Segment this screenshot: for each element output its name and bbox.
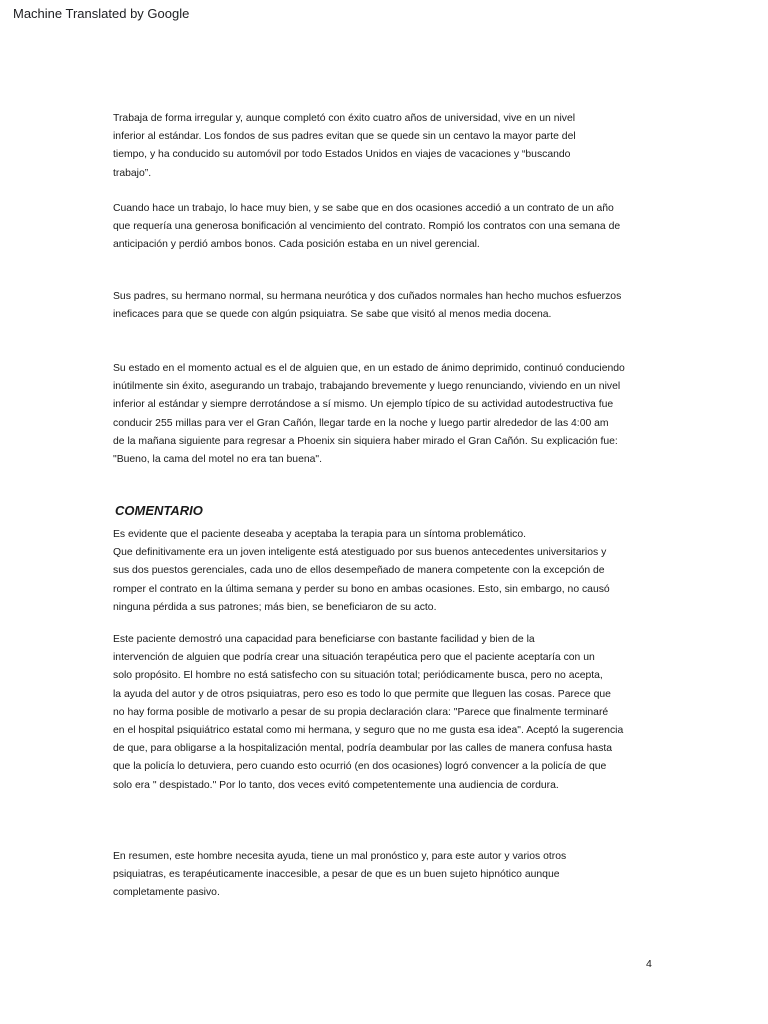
text-line: Su estado en el momento actual es el de alguien que, en un estado de ánimo deprimido, continuó conduciendo: [113, 363, 625, 374]
text-line: trabajo”.: [113, 167, 152, 179]
text-line: sus dos puestos gerenciales, cada uno de ellos desempeñado de manera competente con la excepción de: [113, 565, 605, 577]
text-line: Es evidente que el paciente deseaba y aceptaba la terapia para un síntoma problemático.: [113, 529, 527, 540]
text-line: de la mañana siguiente para regresar a Phoenix sin siquiera haber mirado el Gran Cañón. Su explicación fue:: [113, 435, 618, 447]
paragraph-irregular-work: [113, 110, 576, 183]
text-line: completamente pasivo.: [113, 887, 220, 899]
text-line: conducir 255 millas para ver el Gran Cañón, llegar tarde en la noche y luego partir alrededor de las 4:00 am: [113, 417, 609, 429]
text-line: en el hospital psiquiátrico estatal como mi hermana, y seguro que no me gusta esa idea". Aceptó la sugerencia: [113, 725, 624, 737]
text-line: Trabaja de forma irregular y, aunque completó con éxito cuatro años de universidad, vive en un nivel: [113, 113, 576, 124]
text-line: la ayuda del autor y de otros psiquiatras, pero eso es todo lo que permite que lleguen las cosas. Parece que: [113, 688, 611, 700]
text-line: Este paciente demostró una capacidad para beneficiarse con bastante facilidad y bien de la: [113, 634, 535, 645]
text-line: "Bueno, la cama del motel no era tan buena".: [113, 454, 322, 466]
text-line: solo era " despistado." Por lo tanto, dos veces evitó competentemente una audiencia de cordura.: [113, 779, 559, 791]
text-line: ineficaces para que se quede con algún psiquiatra. Se sabe que visitó al menos media docena.: [113, 309, 552, 321]
text-line: inútilmente sin éxito, asegurando un trabajo, trabajando brevemente y luego renunciando, viviendo en un nivel: [113, 381, 621, 393]
text-line: que la policía lo detuviera, pero cuando esto ocurrió (en dos ocasiones) logró convencer a la policía de que: [113, 761, 607, 773]
text-line: de que, para obligarse a la hospitalización mental, podría deambular por las calles de manera confusa hasta: [113, 743, 613, 755]
text-line: romper el contrato en la última semana y perder su bono en ambas ocasiones. Esto, sin embargo, no causó: [113, 583, 610, 595]
paragraph-comment-capacity: [113, 631, 623, 795]
text-line: ninguna pérdida a sus patrones; más bien, se beneficiaron de su acto.: [113, 601, 437, 613]
text-line: solo propósito. El hombre no está satisfecho con su situación total; periódicamente busca, pero no acepta,: [113, 670, 603, 682]
text-line: no hay forma posible de motivarlo a pesar de su propia declaración clara: "Parece que finalmente terminaré: [113, 706, 609, 718]
text-line: Que definitivamente era un joven inteligente está atestiguado por sus buenos antecedentes universitarios y: [113, 547, 607, 559]
page-number: 4: [646, 958, 652, 970]
paragraph-comment-summary: [113, 848, 566, 903]
text-line: que requería una generosa bonificación al vencimiento del contrato. Rompió los contratos con una semana de: [113, 221, 621, 233]
paragraph-family: [113, 288, 621, 324]
machine-translation-banner: Machine Translated by Google: [13, 6, 190, 21]
text-line: inferior al estándar. Los fondos de sus padres evitan que se quede sin un centavo la mayor parte del: [113, 131, 576, 143]
text-line: tiempo, y ha conducido su automóvil por todo Estados Unidos en viajes de vacaciones y “buscando: [113, 149, 571, 161]
text-line: En resumen, este hombre necesita ayuda, tiene un mal pronóstico y, para este autor y varios otros: [113, 851, 567, 862]
paragraph-contracts: [113, 200, 620, 255]
text-line: psiquiatras, es terapéuticamente inaccesible, a pesar de que es un buen sujeto hipnótico aunque: [113, 869, 560, 881]
text-line: Sus padres, su hermano normal, su hermana neurótica y dos cuñados normales han hecho muchos esfuerzos: [113, 291, 622, 302]
section-heading-comentario: COMENTARIO: [115, 503, 203, 518]
text-line: intervención de alguien que podría crear una situación terapéutica pero que el paciente aceptaría con un: [113, 652, 595, 664]
text-line: anticipación y perdió ambos bonos. Cada posición estaba en un nivel gerencial.: [113, 239, 480, 251]
text-line: inferior al estándar y siempre derrotándose a sí mismo. Un ejemplo típico de su actividad autodestructiva fue: [113, 399, 614, 411]
paragraph-comment-evident: [113, 526, 610, 617]
text-line: Cuando hace un trabajo, lo hace muy bien, y se sabe que en dos ocasiones accedió a un contrato de un año: [113, 203, 614, 214]
paragraph-current-state: [113, 360, 625, 469]
